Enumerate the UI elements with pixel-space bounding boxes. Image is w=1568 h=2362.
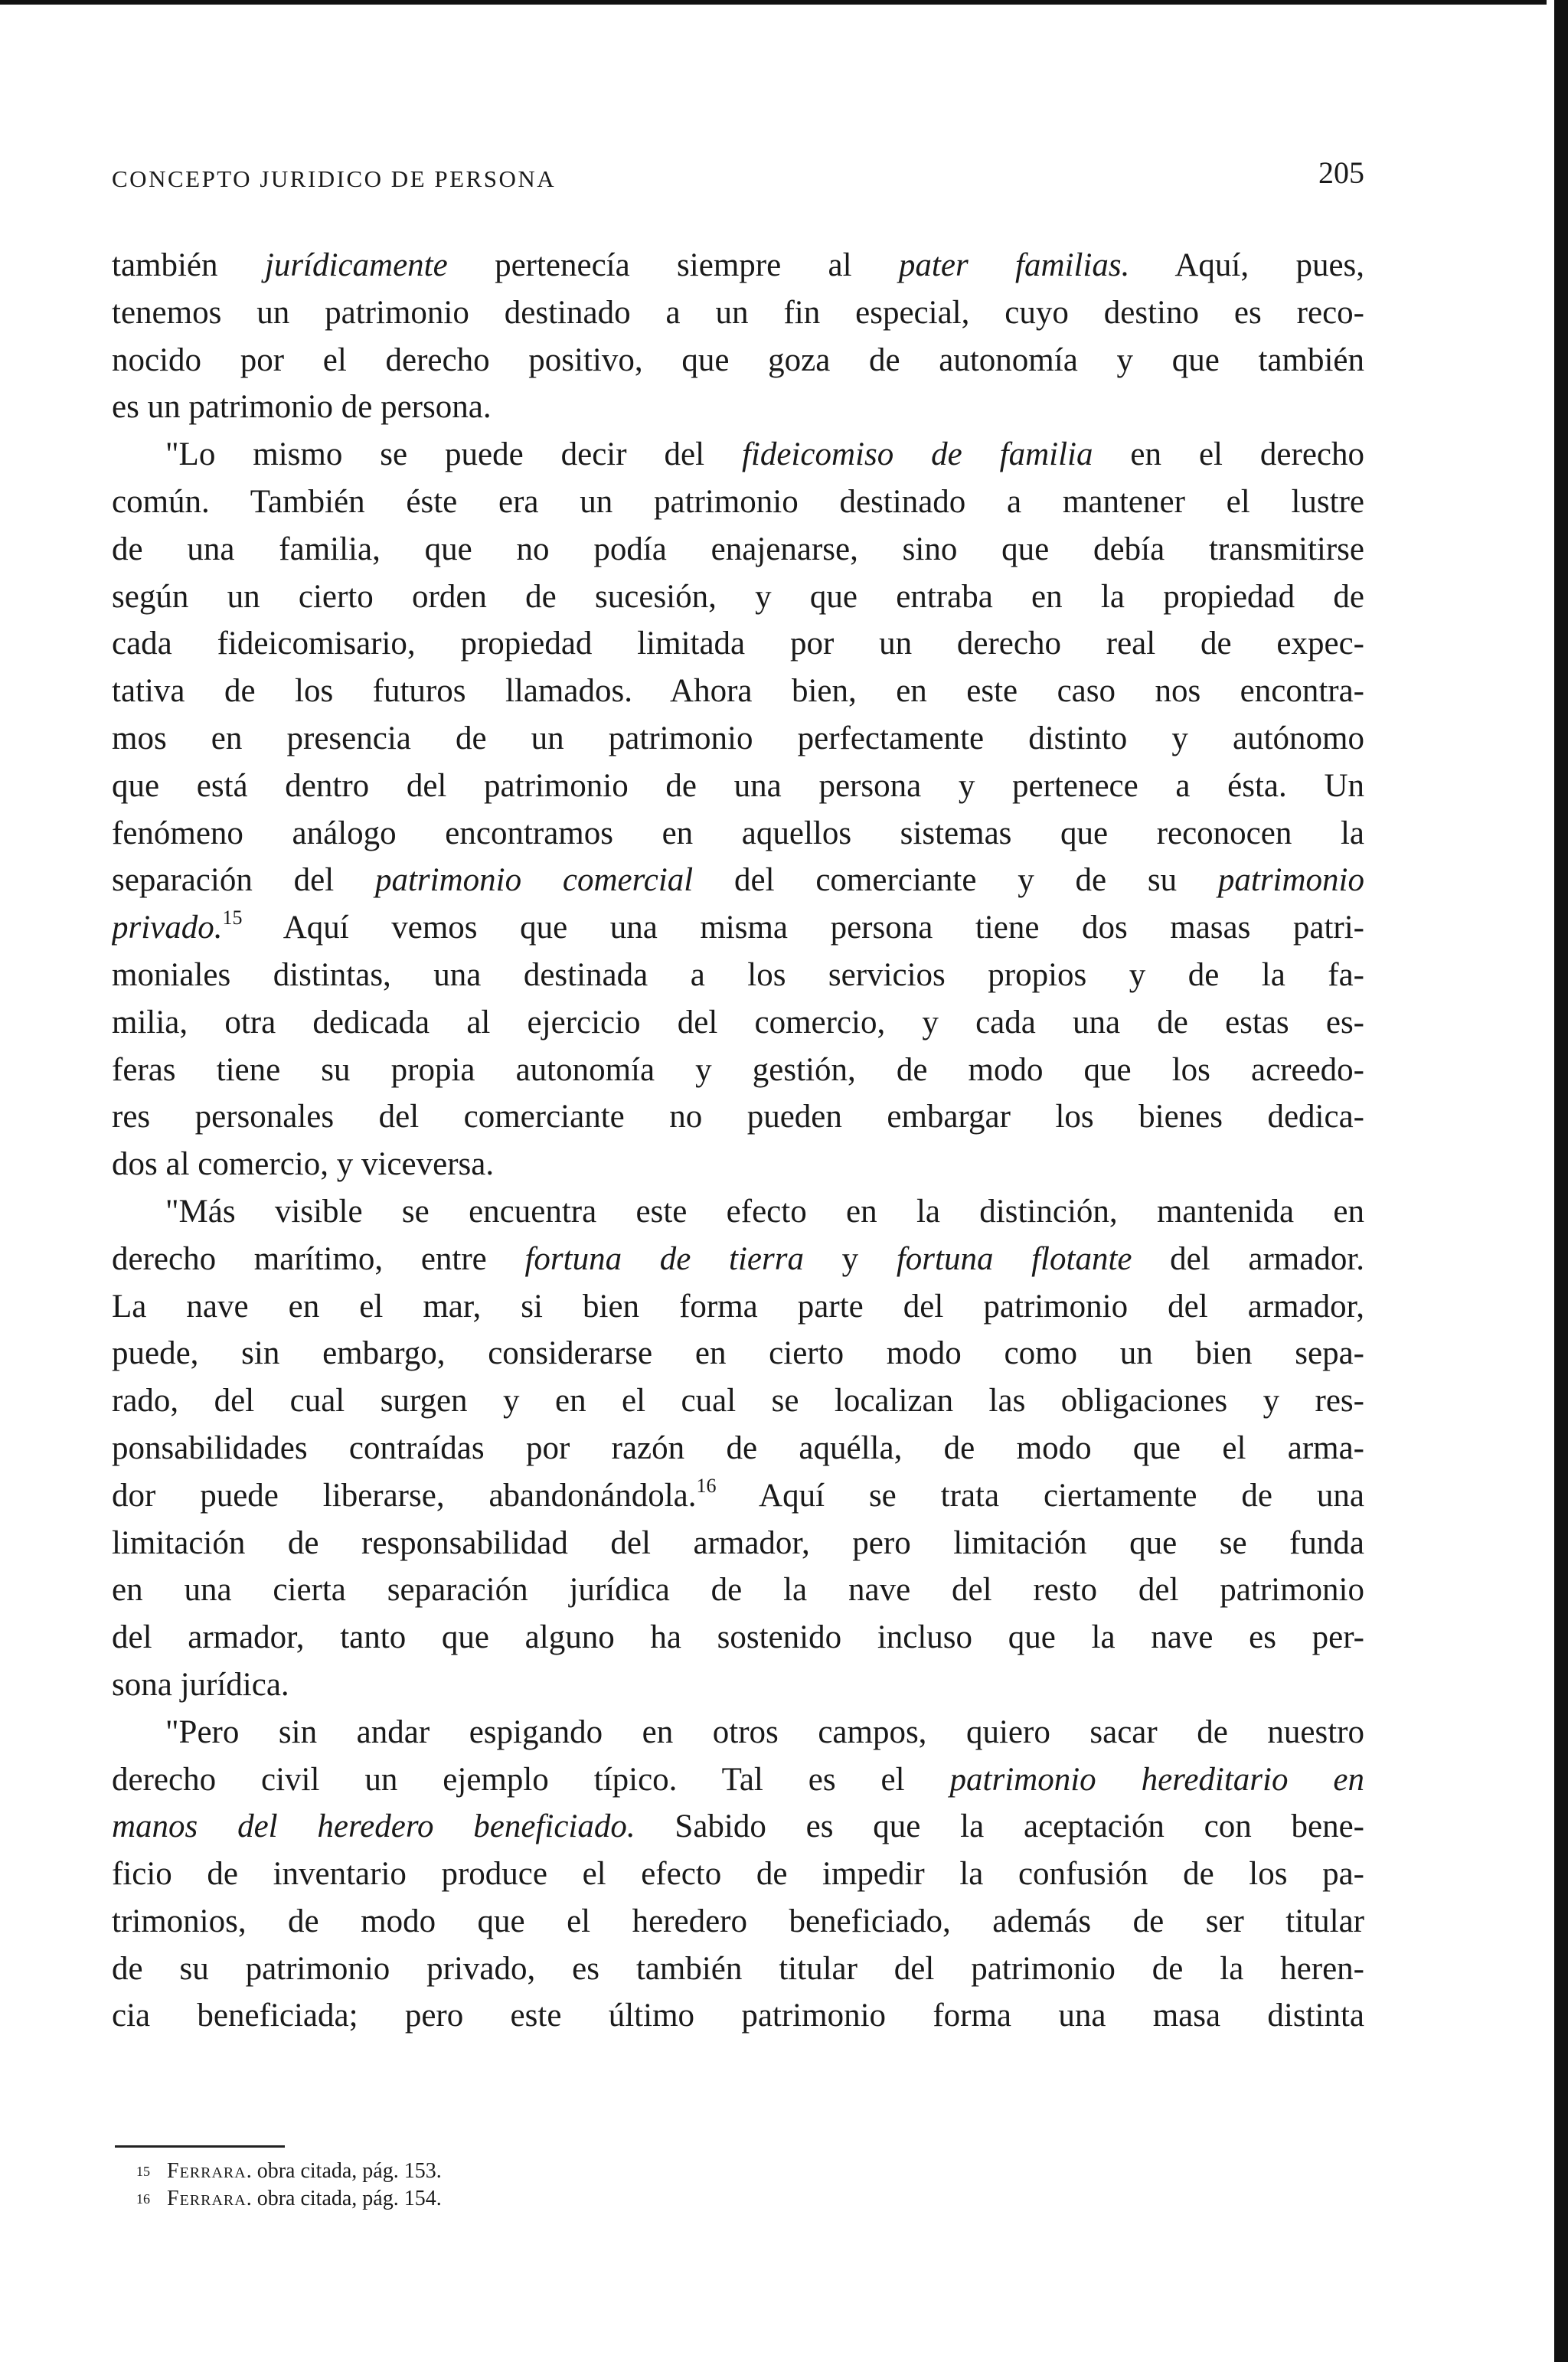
text-line: nocido por el derecho positivo, que goza de autonomía y que también bbox=[112, 341, 1364, 378]
text-line: ponsabilidades contraídas por razón de aquélla, de modo que el arma- bbox=[112, 1429, 1364, 1466]
text-line: es un patrimonio de persona. bbox=[112, 389, 492, 426]
text-run: en el derecho bbox=[1093, 436, 1364, 473]
text-line: cada fideicomisario, propiedad limitada por un derecho real de expec- bbox=[112, 626, 1364, 662]
text-line: en una cierta separación jurídica de la nave del resto del patrimonio bbox=[112, 1572, 1364, 1609]
text-line bbox=[112, 857, 1364, 904]
page-number: 205 bbox=[1318, 155, 1364, 190]
text-line bbox=[112, 1236, 1364, 1283]
text-line bbox=[112, 1472, 1364, 1520]
italic-run: patrimonio comercial bbox=[374, 862, 694, 899]
italic-run: privado. bbox=[112, 910, 223, 946]
italic-run: fideicomiso de familia bbox=[741, 436, 1093, 473]
text-line: del armador, tanto que alguno ha sostenido incluso que la nave es per- bbox=[112, 1619, 1364, 1656]
text-run: separación del bbox=[112, 862, 375, 899]
text-line bbox=[112, 242, 1364, 289]
footnote-ref: 15 bbox=[222, 907, 243, 929]
italic-run: fortuna flotante bbox=[896, 1240, 1132, 1277]
text-line: puede, sin embargo, considerarse en cierto modo como un bien sepa- bbox=[112, 1335, 1364, 1372]
text-line: de su patrimonio privado, es también titular del patrimonio de la heren- bbox=[112, 1950, 1364, 1987]
text-line: "Más visible se encuentra este efecto en la distinción, mantenida en bbox=[165, 1193, 1364, 1230]
footnote bbox=[136, 2158, 442, 2185]
text-line: "Pero sin andar espigando en otros campos, quiero sacar de nuestro bbox=[165, 1714, 1364, 1750]
text-line: que está dentro del patrimonio de una persona y pertenece a ésta. Un bbox=[112, 767, 1364, 804]
text-line: La nave en el mar, si bien forma parte del patrimonio del armador, bbox=[112, 1288, 1364, 1325]
text-line: tativa de los futuros llamados. Ahora bien, en este caso nos encontra- bbox=[112, 673, 1364, 710]
italic-run: jurídicamente bbox=[264, 247, 448, 283]
footnote bbox=[136, 2185, 442, 2213]
text-line: res personales del comerciante no pueden embargar los bienes dedica- bbox=[112, 1099, 1364, 1135]
text-line: limitación de responsabilidad del armador, pero limitación que se funda bbox=[112, 1524, 1364, 1561]
page-header bbox=[112, 155, 1364, 201]
text-run: también bbox=[112, 247, 265, 283]
text-run: dor puede liberarse, abandonándola. bbox=[112, 1477, 697, 1514]
text-line: trimonios, de modo que el heredero beneficiado, además de ser titular bbox=[112, 1903, 1364, 1939]
text-line bbox=[112, 1803, 1364, 1851]
text-line: milia, otra dedicada al ejercicio del comercio, y cada una de estas es- bbox=[112, 1004, 1364, 1041]
text-line: común. También éste era un patrimonio destinado a mantener el lustre bbox=[112, 483, 1364, 520]
body-text bbox=[112, 242, 1364, 2040]
text-run: del comerciante y de su bbox=[693, 862, 1218, 899]
text-run: derecho civil un ejemplo típico. Tal es el bbox=[112, 1761, 950, 1798]
italic-run: manos del heredero beneficiado. bbox=[112, 1808, 635, 1845]
text-run: "Lo mismo se puede decir del bbox=[165, 436, 742, 473]
running-title: CONCEPTO JURIDICO DE PERSONA bbox=[112, 165, 557, 192]
text-line: dos al comercio, y viceversa. bbox=[112, 1146, 495, 1183]
italic-run: patrimonio hereditario en bbox=[949, 1761, 1364, 1798]
text-run: Aquí vemos que una misma persona tiene dos masas patri- bbox=[242, 910, 1364, 946]
page-right-margin bbox=[1547, 0, 1554, 2362]
text-line: según un cierto orden de sucesión, y que entraba en la propiedad de bbox=[112, 578, 1364, 615]
text-line: cia beneficiada; pero este último patrimonio forma una masa distinta bbox=[112, 1998, 1364, 2034]
italic-run: pater familias. bbox=[898, 247, 1130, 283]
text-run: Sabido es que la aceptación con bene- bbox=[635, 1808, 1364, 1845]
text-line: rado, del cual surgen y en el cual se localizan las obligaciones y res- bbox=[112, 1383, 1364, 1419]
text-line: sona jurídica. bbox=[112, 1666, 289, 1703]
italic-run: fortuna de tierra bbox=[524, 1240, 804, 1277]
text-line: fenómeno análogo encontramos en aquellos sistemas que reconocen la bbox=[112, 815, 1364, 851]
text-line: feras tiene su propia autonomía y gestión, de modo que los acreedo- bbox=[112, 1051, 1364, 1088]
text-line: moniales distintas, una destinada a los servicios propios y de la fa- bbox=[112, 956, 1364, 993]
text-run: pertenecía siempre al bbox=[447, 247, 899, 283]
footnote-rule bbox=[115, 2145, 285, 2148]
footnote-citation: . obra citada, pág. 154. bbox=[246, 2187, 442, 2210]
text-run: Aquí, pues, bbox=[1129, 247, 1364, 283]
italic-run: patrimonio bbox=[1217, 862, 1364, 899]
text-run: Aquí se trata ciertamente de una bbox=[716, 1477, 1364, 1514]
text-line: tenemos un patrimonio destinado a un fin especial, cuyo destino es reco- bbox=[112, 294, 1364, 331]
text-line bbox=[112, 431, 1364, 479]
text-run: del armador. bbox=[1132, 1240, 1364, 1277]
text-line: de una familia, que no podía enajenarse, sino que debía transmitirse bbox=[112, 531, 1364, 567]
footnote-citation: . obra citada, pág. 153. bbox=[246, 2159, 442, 2183]
page-top-edge bbox=[0, 0, 1568, 5]
text-line: ficio de inventario produce el efecto de impedir la confusión de los pa- bbox=[112, 1856, 1364, 1893]
footnote-author: Ferrara bbox=[167, 2187, 247, 2210]
footnote-number: 15 bbox=[136, 2164, 150, 2179]
text-line bbox=[112, 1756, 1364, 1804]
text-run: y bbox=[803, 1240, 897, 1277]
page-right-edge bbox=[1554, 0, 1568, 2362]
text-line bbox=[112, 904, 1364, 952]
footnote-author: Ferrara bbox=[167, 2159, 247, 2183]
text-run: derecho marítimo, entre bbox=[112, 1240, 525, 1277]
footnote-ref: 16 bbox=[696, 1474, 717, 1497]
footnote-number: 16 bbox=[136, 2191, 150, 2207]
footnotes bbox=[136, 2158, 442, 2213]
text-line: mos en presencia de un patrimonio perfectamente distinto y autónomo bbox=[112, 720, 1364, 756]
